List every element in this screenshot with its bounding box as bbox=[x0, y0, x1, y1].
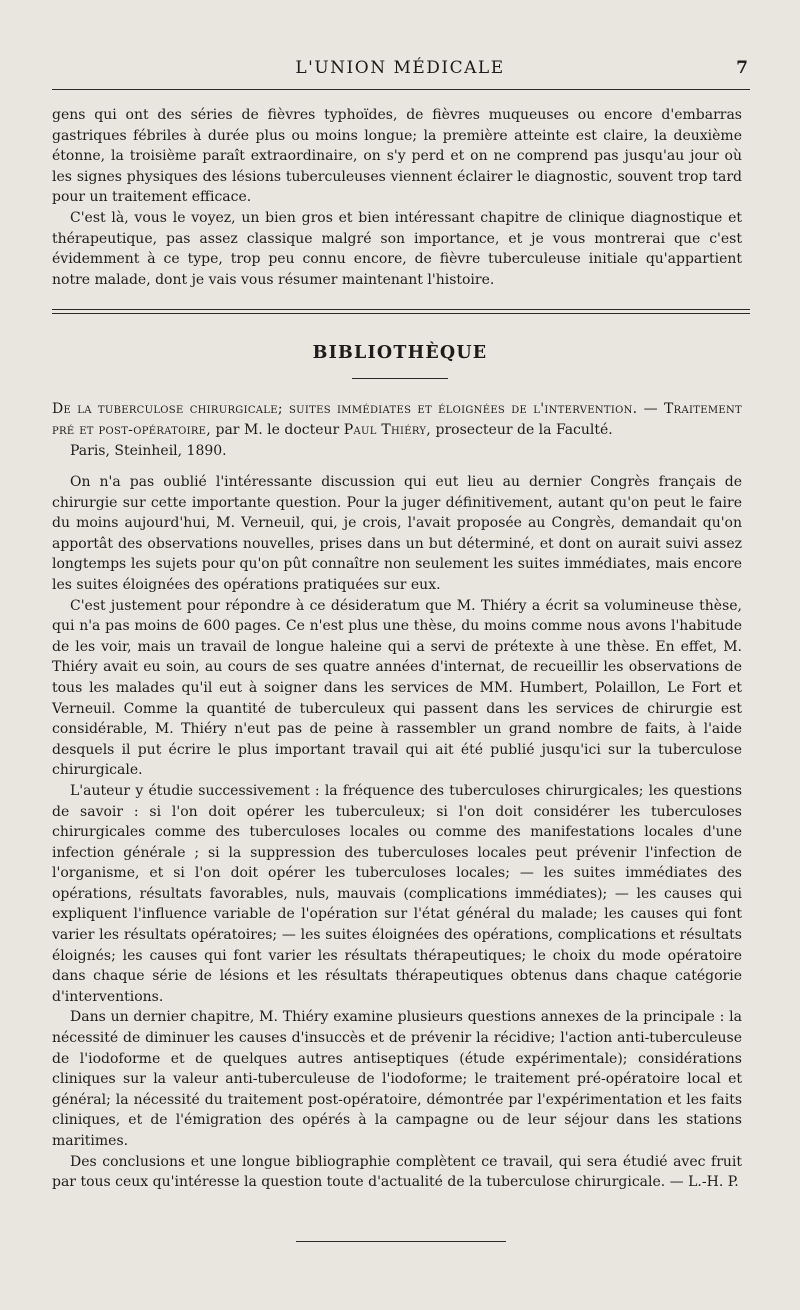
review-text bbox=[52, 472, 742, 1193]
continued-article bbox=[52, 105, 742, 290]
publisher-line: Paris, Steinheil, 1890. bbox=[70, 443, 227, 459]
heading-underline bbox=[352, 378, 448, 379]
journal-title: L'UNION MÉDICALE bbox=[295, 58, 505, 78]
author-affiliation: prosecteur de la Faculté. bbox=[435, 422, 613, 438]
header-rule bbox=[52, 89, 750, 90]
section-divider-bottom bbox=[52, 313, 750, 314]
author-prefix: par M. le docteur bbox=[215, 422, 340, 438]
book-title: De la tuberculose chirurgicale; suites immédiates et éloignées de l'intervention. — Traitement pré et post-opératoire, bbox=[52, 401, 742, 438]
review-paragraph-3: L'auteur y étudie successivement : la fréquence des tuberculoses chirurgicales; les questions de savoir : si l'on doit opérer les tuberculeux; si l'on doit considérer les tuberculoses chirurgicales comme des tuberculoses locales ou comme des manifestations locales d'une infection générale ; si la suppression des tuberculoses locales peut prévenir l'infection de l'organisme, et si l'on doit opérer les tuberculoses locales; — les suites immédiates des opérations, résultats favorables, nuls, mauvais (complications immédiates); — les causes qui expliquent l'influence variable de l'opération sur l'état général du malade; les causes qui font varier les résultats opératoires; — les suites éloignées des opérations, complications et résultats éloignés; les causes qui font varier les résultats thérapeutiques; le choix du mode opératoire dans chaque série de lésions et les résultats thérapeutiques obtenus dans chaque catégorie d'interventions. bbox=[52, 782, 742, 1005]
review-paragraph-4: Dans un dernier chapitre, M. Thiéry examine plusieurs questions annexes de la principale : la nécessité de diminuer les causes d'insuccès et de prévenir la récidive; l'action anti-tuberculeuse de l'iodoforme et de quelques autres antiseptiques (étude expérimentale); considérations cliniques sur la valeur anti-tuberculeuse de l'iodoforme; le traitement pré-opératoire local et général; la nécessité du traitement post-opératoire, démontrée par l'expérimentation et les faits cliniques, et de l'émigration des opérés à la campagne ou de leur séjour dans les stations maritimes. bbox=[52, 1009, 742, 1149]
bibliography-entry bbox=[52, 399, 742, 462]
continued-paragraph-1: gens qui ont des séries de fièvres typhoïdes, de fièvres muqueuses ou encore d'embarras gastriques fébriles à durée plus ou moins longue; la première atteinte est claire, la deuxième étonne, la troisième paraît extraordinaire, on s'y perd et on ne comprend pas jusqu'au jour où les signes physiques des lésions tuberculeuses viennent éclairer le diagnostic, souvent trop tard pour un traitement efficace. bbox=[52, 107, 742, 206]
author-name: Paul Thiéry, bbox=[343, 422, 432, 438]
review-paragraph-5: Des conclusions et une longue bibliographie complètent ce travail, qui sera étudié avec fruit par tous ceux qu'intéresse la question toute d'actualité de la tuberculose chirurgicale. — L.-H. P. bbox=[52, 1153, 742, 1191]
review-paragraph-2: C'est justement pour répondre à ce désideratum que M. Thiéry a écrit sa volumineuse thèse, qui n'a pas moins de 600 pages. Ce n'est plus une thèse, du moins comme nous avons l'habitude de les voir, mais un travail de longue haleine qui a servi de prétexte à une thèse. En effet, M. Thiéry avait eu soin, au cours de ses quatre années d'internat, de recueillir les observations de tous les malades qu'il eut à soigner dans les services de MM. Humbert, Polaillon, Le Fort et Verneuil. Comme la quantité de tuberculeux qui passent dans les services de chirurgie est considérable, M. Thiéry n'eut pas de peine à rassembler un grand nombre de faits, à l'aide desquels il put écrire le plus important travail qui ait été publié jusqu'ici sur la tuberculose chirurgicale. bbox=[52, 597, 742, 779]
page-number: 7 bbox=[736, 58, 748, 78]
section-heading: BIBLIOTHÈQUE bbox=[312, 343, 488, 363]
continued-paragraph-2: C'est là, vous le voyez, un bien gros et bien intéressant chapitre de clinique diagnostique et thérapeutique, pas assez classique malgré son importance, et je vous montrerai que c'est évidemment à ce type, trop peu connu encore, de fièvre tuberculeuse initiale qu'appartient notre malade, dont je vais vous résumer maintenant l'histoire. bbox=[52, 209, 742, 288]
running-head bbox=[50, 56, 750, 84]
section-divider-top bbox=[52, 309, 750, 310]
end-rule bbox=[296, 1241, 506, 1242]
review-paragraph-1: On n'a pas oublié l'intéressante discussion qui eut lieu au dernier Congrès français de chirurgie sur cette importante question. Pour la juger définitivement, autant qu'on peut le faire du moins aujourd'hui, M. Verneuil, qui, je crois, l'avait proposée au Congrès, demandait qu'on apportât des observations nouvelles, prises dans un but déterminé, et dont on aurait suivi assez longtemps les sujets pour qu'on pût connaître non seulement les suites immédiates, mais encore les suites éloignées des opérations pratiquées sur eux. bbox=[52, 474, 742, 593]
